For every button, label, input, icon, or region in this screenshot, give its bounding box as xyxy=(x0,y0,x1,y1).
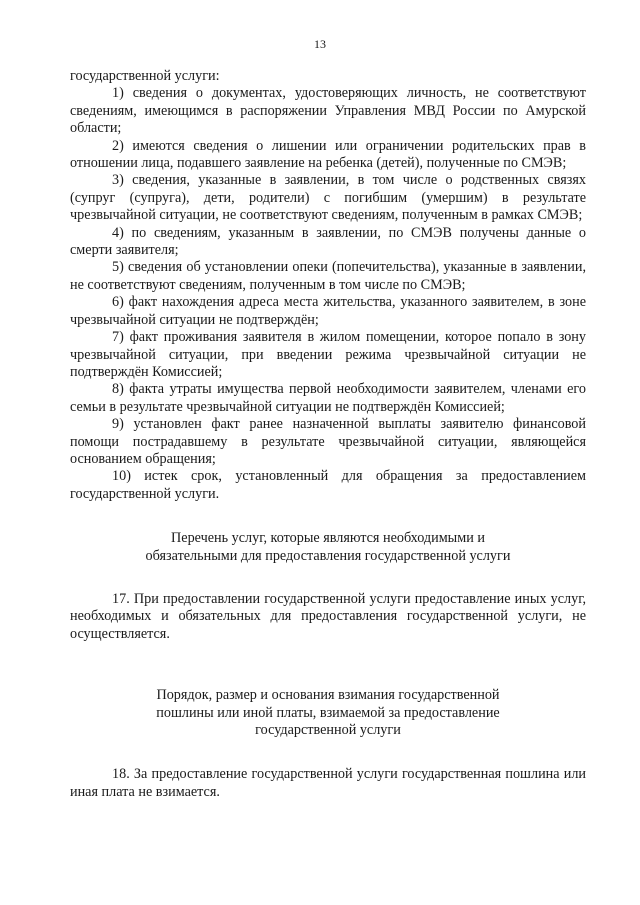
heading-line: пошлины или иной платы, взимаемой за предоставление xyxy=(156,704,500,721)
heading-line: Перечень услуг, которые являются необходимыми и xyxy=(171,530,485,547)
paragraph-18: 18. За предоставление государственной услуги государственная пошлина или иная плата не взимается. xyxy=(70,766,586,800)
list-item-2: 2) имеются сведения о лишении или ограничении родительских прав в отношении лица, подавшего заявление на ребенка (детей), полученные по СМЭВ; xyxy=(70,137,586,172)
list-item-5: 5) сведения об установлении опеки (попечительства), указанные в заявлении, не соответствуют сведениям, полученным в том числе по СМЭВ; xyxy=(70,259,586,293)
section-heading-state-fee xyxy=(70,687,586,739)
page-number: 13 xyxy=(314,37,326,51)
section-heading-required-services xyxy=(70,530,586,565)
heading-line: Порядок, размер и основания взимания государственной xyxy=(156,687,500,704)
list-item-8: 8) факта утраты имущества первой необходимости заявителем, членами его семьи в результате чрезвычайной ситуации не подтверждён Комиссией; xyxy=(70,381,586,415)
list-item-6: 6) факт нахождения адреса места жительства, указанного заявителем, в зоне чрезвычайной ситуации не подтверждён; xyxy=(70,294,586,328)
list-item-3: 3) сведения, указанные в заявлении, в том числе о родственных связях (супруг (супруга), дети, родители) с погибшим (умершим) в результате чрезвычайной ситуации, не соответствуют сведениям, полученным в рамках СМЭВ; xyxy=(70,172,586,224)
heading-line: государственной услуги xyxy=(255,722,401,738)
list-item-4: 4) по сведениям, указанным в заявлении, по СМЭВ получены данные о смерти заявителя; xyxy=(70,224,586,259)
page-content xyxy=(70,68,586,801)
lead-line: государственной услуги: xyxy=(70,68,220,84)
list-item-7: 7) факт проживания заявителя в жилом помещении, которое попало в зону чрезвычайной ситуации, при введении режима чрезвычайной ситуации не подтверждён Комиссией; xyxy=(70,329,586,380)
list-item-9: 9) установлен факт ранее назначенной выплаты заявителю финансовой помощи пострадавшему в результате чрезвычайной ситуации, являющейся основанием обращения; xyxy=(70,416,586,467)
paragraph-17: 17. При предоставлении государственной услуги предоставление иных услуг, необходимых и обязательных для предоставления государственной услуги, не осуществляется. xyxy=(70,590,586,642)
heading-line: обязательными для предоставления государственной услуги xyxy=(145,547,511,564)
list-item-1: 1) сведения о документах, удостоверяющих личность, не соответствуют сведениям, имеющимся в распоряжении Управления МВД России по Амурской области; xyxy=(70,85,586,137)
list-item-10: 10) истек срок, установленный для обращения за предоставлением государственной услуги. xyxy=(70,468,586,502)
